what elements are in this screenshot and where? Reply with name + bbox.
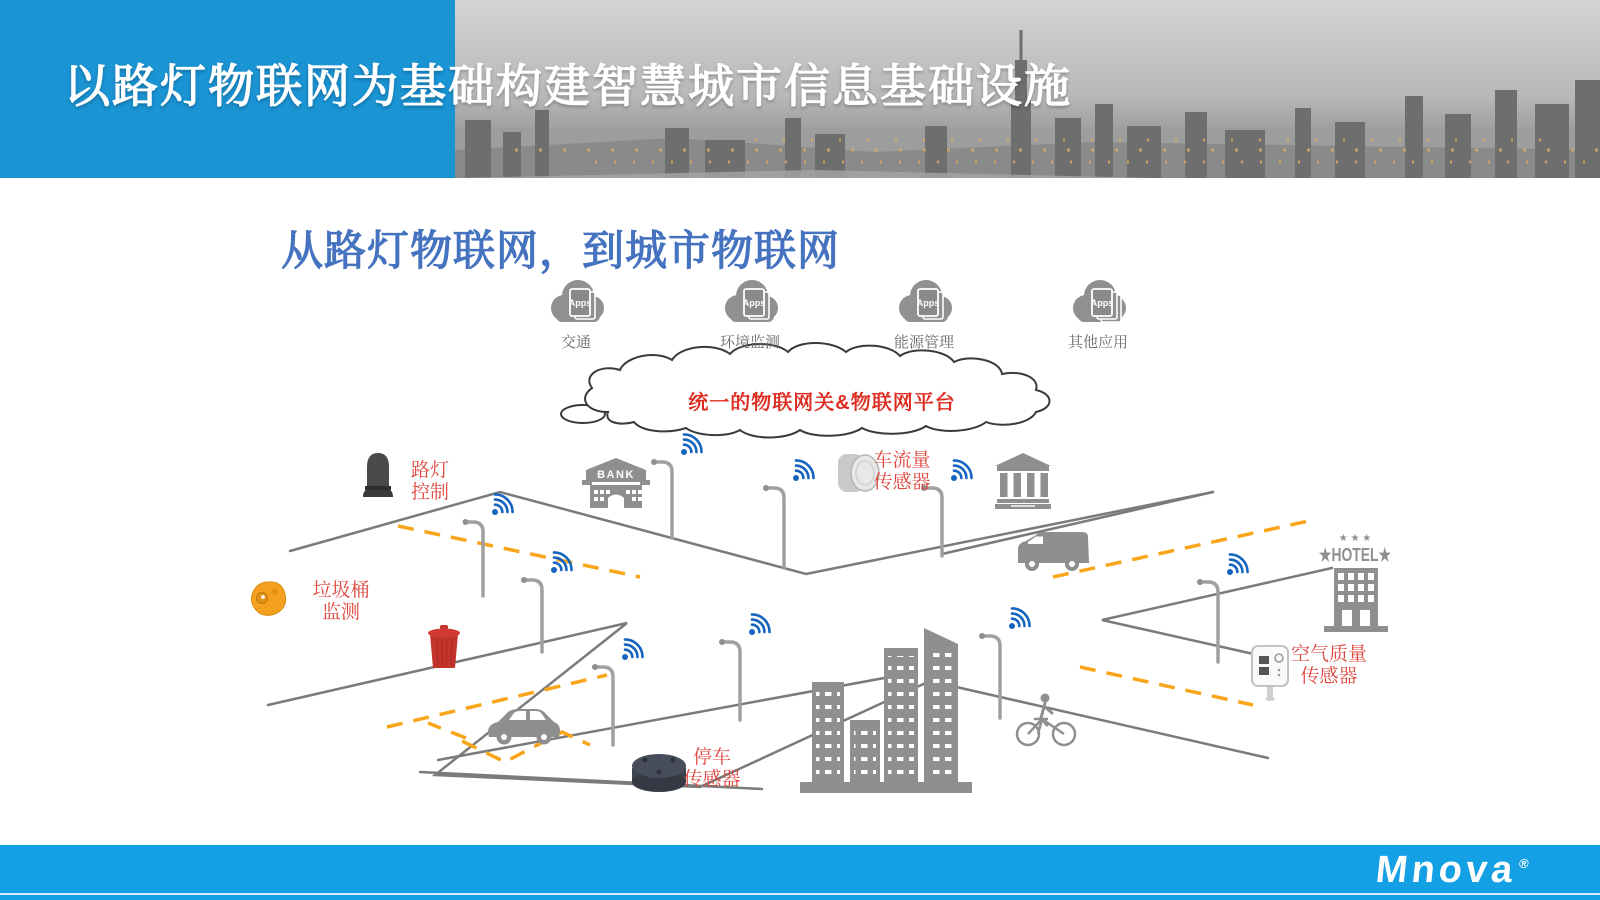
- company-logo: [1374, 849, 1530, 892]
- apps-cloud-icon: [551, 280, 604, 322]
- label-line: 停车: [692, 747, 731, 768]
- app-label-traffic: 交通: [560, 334, 591, 351]
- street-lamp-icon: [651, 459, 672, 538]
- label-line: 控制: [410, 482, 449, 503]
- svg-text:Apps: Apps: [1090, 298, 1114, 308]
- svg-text:Apps: Apps: [742, 298, 766, 308]
- skyscrapers-icon: [800, 628, 972, 793]
- slide-subtitle: 从路灯物联网，到城市物联网: [281, 229, 841, 275]
- label-line: 传感器: [873, 472, 931, 493]
- app-label-other: 其他应用: [1067, 334, 1128, 351]
- label-line: 传感器: [1300, 666, 1358, 687]
- bicycle-icon: [1017, 694, 1075, 746]
- street-lamp-icon: [979, 633, 1000, 718]
- platform-label: 统一的物联网关&物联网平台: [688, 392, 956, 414]
- street-lamp-icon: [521, 577, 542, 652]
- svg-text:Apps: Apps: [568, 298, 592, 308]
- hotel-building-icon: [1319, 533, 1392, 632]
- street-lamp-icon: [1197, 579, 1218, 662]
- hotel-sign: ★HOTEL★: [1319, 545, 1392, 565]
- app-label-environment: 环境监测: [719, 334, 780, 351]
- label-air-quality: [1269, 644, 1389, 688]
- hotel-stars: ★ ★ ★: [1338, 533, 1372, 544]
- label-line: 车流量: [873, 450, 931, 471]
- footer-bar: [0, 845, 1600, 900]
- wifi-icon: [614, 636, 646, 668]
- app-clouds: [551, 280, 1126, 322]
- apps-cloud-icon: [1073, 280, 1126, 322]
- label-trash-monitor: [281, 580, 401, 624]
- footer-divider: [0, 893, 1600, 895]
- wifi-icon: [741, 611, 773, 643]
- label-lamp-control: [370, 460, 490, 504]
- label-line: 路灯: [410, 460, 449, 481]
- apps-cloud-icon: [725, 280, 778, 322]
- label-line: 垃圾桶: [312, 580, 370, 601]
- label-line: 传感器: [683, 769, 741, 790]
- label-line: 空气质量: [1290, 644, 1367, 665]
- street-lamp-icon: [763, 485, 784, 568]
- wifi-icon: [1219, 551, 1251, 583]
- classical-building-icon: [995, 453, 1051, 509]
- van-icon: [1018, 532, 1089, 571]
- app-label-energy: 能源管理: [893, 334, 954, 351]
- wifi-icon: [543, 549, 575, 581]
- bank-building-icon: [582, 458, 650, 508]
- road-lines: [268, 492, 1332, 789]
- wifi-icon: [1001, 605, 1033, 637]
- label-line: 监测: [321, 602, 360, 623]
- label-traffic-flow: [842, 450, 962, 494]
- bank-label: BANK: [597, 469, 635, 481]
- street-lamp-icon: [921, 485, 942, 556]
- wifi-icon: [673, 431, 705, 463]
- label-parking: [652, 747, 772, 791]
- trash-can-icon: [428, 625, 460, 668]
- street-lamp-icon: [463, 519, 484, 596]
- apps-cloud-icon: [899, 280, 952, 322]
- registered-mark: ®: [1518, 856, 1530, 872]
- svg-text:Apps: Apps: [916, 298, 940, 308]
- slide-title: 以路灯物联网为基础构建智慧城市信息基础设施: [64, 60, 1072, 112]
- car-icon: [488, 709, 560, 745]
- logo-text: Mnova: [1373, 849, 1519, 891]
- wifi-icon: [785, 457, 817, 489]
